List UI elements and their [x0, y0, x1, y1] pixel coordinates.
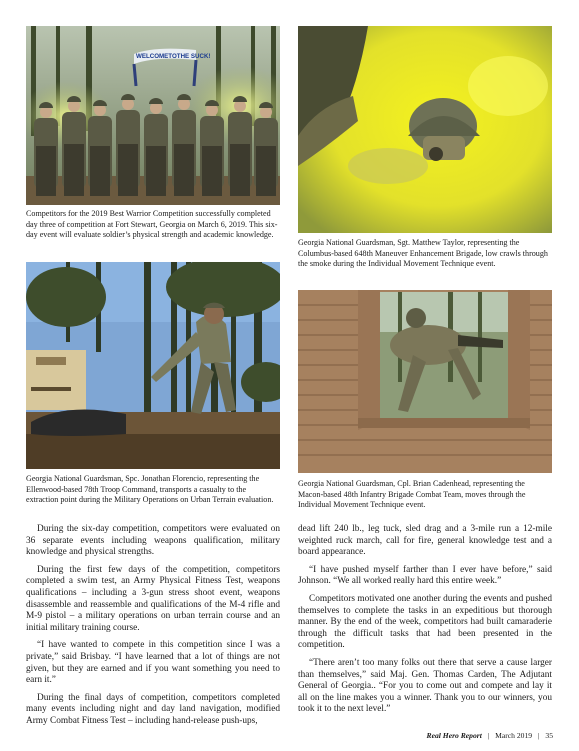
body-paragraph: During the six-day competition, competitors were evaluated on 36 separate events including weapons qualification, military knowledge and physical strengths. — [26, 524, 280, 558]
body-paragraph: During the final days of competition, competitors completed many events including night and day land navigation, modified Army Combat Fitness Test – including hand-release push-ups, — [26, 692, 280, 726]
photo-window-movement-image — [298, 290, 552, 473]
caption-photo-4: Georgia National Guardsman, Cpl. Brian Cadenhead, representing the Macon-based 48th Infantry Brigade Combat Team, moves through the Individual Movement Technique event. — [298, 479, 526, 510]
footer-separator: | — [537, 731, 540, 740]
page-footer — [427, 731, 553, 740]
photo-casualty-transport-image — [26, 262, 280, 469]
caption-photo-1: Competitors for the 2019 Best Warrior Competition successfully completed day three of competition at Fort Stewart, Georgia on March 6, 2019. This six-day event will evaluate soldier’s physical strength and academic knowledge. — [26, 209, 278, 240]
caption-photo-3: Georgia National Guardsman, Spc. Jonathan Florencio, representing the Ellenwood-based 78th Troop Command, transports a casualty to the extraction point during the Military Operations on Urban Terrain evaluation. — [26, 474, 274, 505]
footer-separator: | — [487, 731, 490, 740]
photo-low-crawl-smoke — [298, 26, 552, 233]
body-column-right — [298, 524, 552, 722]
body-paragraph: “There aren’t too many folks out there that serve a cause larger than themselves,” said Maj. Gen. Thomas Carden, The Adjutant General of Georgia.. “For you to come out and compete and lay it all on the line makes you a winner. Thank you to our winners, you took it to the next level.” — [298, 657, 552, 715]
photo-window-movement — [298, 290, 552, 473]
photo-casualty-transport — [26, 262, 280, 469]
footer-date: March 2019 — [495, 731, 533, 740]
body-paragraph-continued: dead lift 240 lb., leg tuck, sled drag and a 3-mile run a 12-mile weighted ruck march, call for fire, general knowledge test and a board appearance. — [298, 524, 552, 558]
photo-competitors-group — [26, 26, 280, 205]
sign-text: WELCOMETOTHE SUCK! — [136, 53, 211, 60]
footer-publication: Real Hero Report — [426, 731, 482, 740]
body-column-left — [26, 524, 280, 728]
body-paragraph: “I have pushed myself farther than I ever have before,” said Johnson. “We all worked really hard this entire week.” — [298, 564, 552, 587]
photo-low-crawl-smoke-image — [298, 26, 552, 233]
body-paragraph: During the first few days of the competition, competitors completed a swim test, an Army Physical Fitness Test, weapons qualifications – including a 3-gun stress shoot event, weapons disassemble and reassemble and qualifications of the M-4 rifle and M-9 pistol – a military operations on urban terrain course and an initial military training course. — [26, 564, 280, 633]
footer-page-number: 35 — [545, 731, 553, 740]
body-paragraph: “I have wanted to compete in this competition since I was a private,” said Brisbay. “I have learned that a lot of things are not given, but they are earned and if you want something you need to earn it.” — [26, 640, 280, 686]
caption-photo-2: Georgia National Guardsman, Sgt. Matthew Taylor, representing the Columbus-based 648th Maneuver Enhancement Brigade, low crawls through the smoke during the Individual Movement Technique event. — [298, 238, 548, 269]
photo-competitors-group-image — [26, 26, 280, 205]
body-paragraph: Competitors motivated one another during the events and pushed themselves to complete the tasks in an expeditious but thorough manner. By the end of the week, competitors had built camaraderie through the difficult tasks that had been presented in the competition. — [298, 593, 552, 651]
